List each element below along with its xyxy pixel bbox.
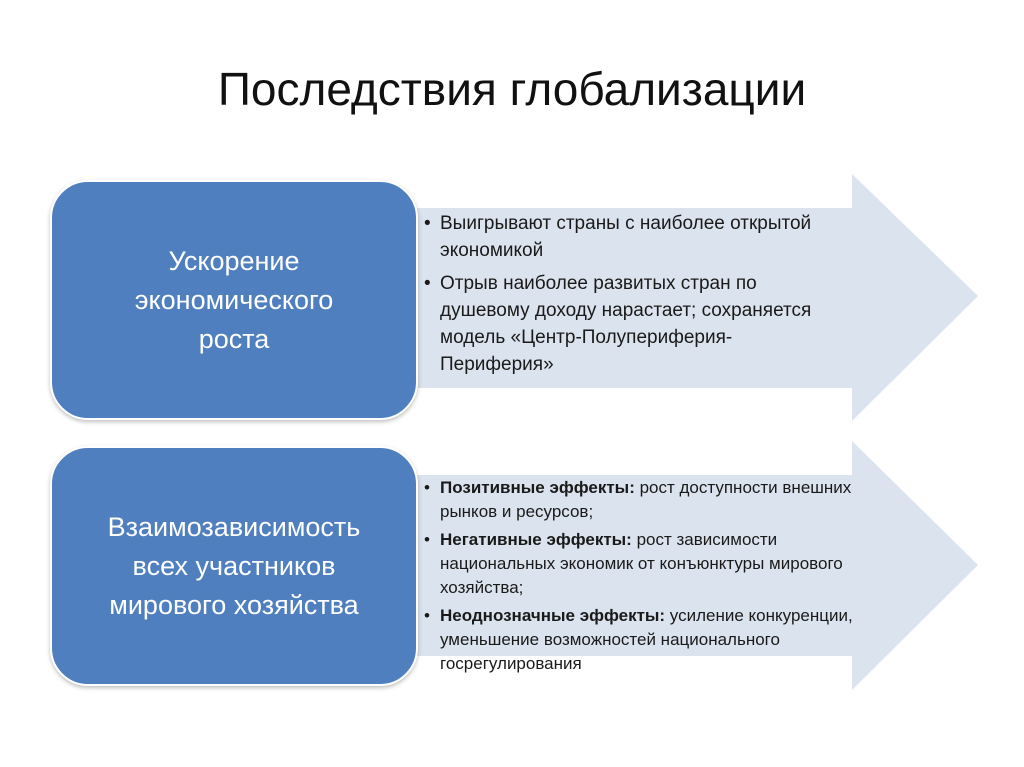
block-box-interdependence (50, 446, 418, 686)
bullet-text: рост доступности внешних рынков и ресурсов; (440, 478, 852, 521)
bullet-item (424, 476, 864, 524)
page-title: Последствия глобализации (217, 63, 807, 115)
bullet-bold: Негативные эффекты: (440, 530, 632, 549)
bullet-list-economic-growth (424, 210, 844, 384)
bullet-list-interdependence (424, 476, 864, 680)
bullet-text: рост зависимости национальных экономик от конъюнктуры мирового хозяйства; (440, 530, 843, 597)
bullet-text: Отрыв наиболее развитых стран по душевому доходу нарастает; сохраняется модель «Центр-Полупериферия-Периферия» (440, 273, 812, 375)
bullet-bold: Позитивные эффекты: (440, 478, 635, 497)
block-label-economic-growth: Ускорение экономического роста (134, 245, 334, 354)
block-label-interdependence: Взаимозависимость всех участников мирового хозяйства (107, 511, 361, 620)
bullet-text: Выигрывают страны с наиболее открытой экономикой (440, 213, 812, 261)
block-box-economic-growth (50, 180, 418, 420)
bullet-item (424, 270, 844, 378)
bullet-text: усиление конкуренции, уменьшение возможностей национального госрегулирования (440, 606, 853, 673)
bullet-bold: Неоднозначные эффекты: (440, 606, 666, 625)
bullet-item (424, 604, 864, 676)
bullet-item (424, 210, 844, 264)
bullet-item (424, 528, 864, 600)
